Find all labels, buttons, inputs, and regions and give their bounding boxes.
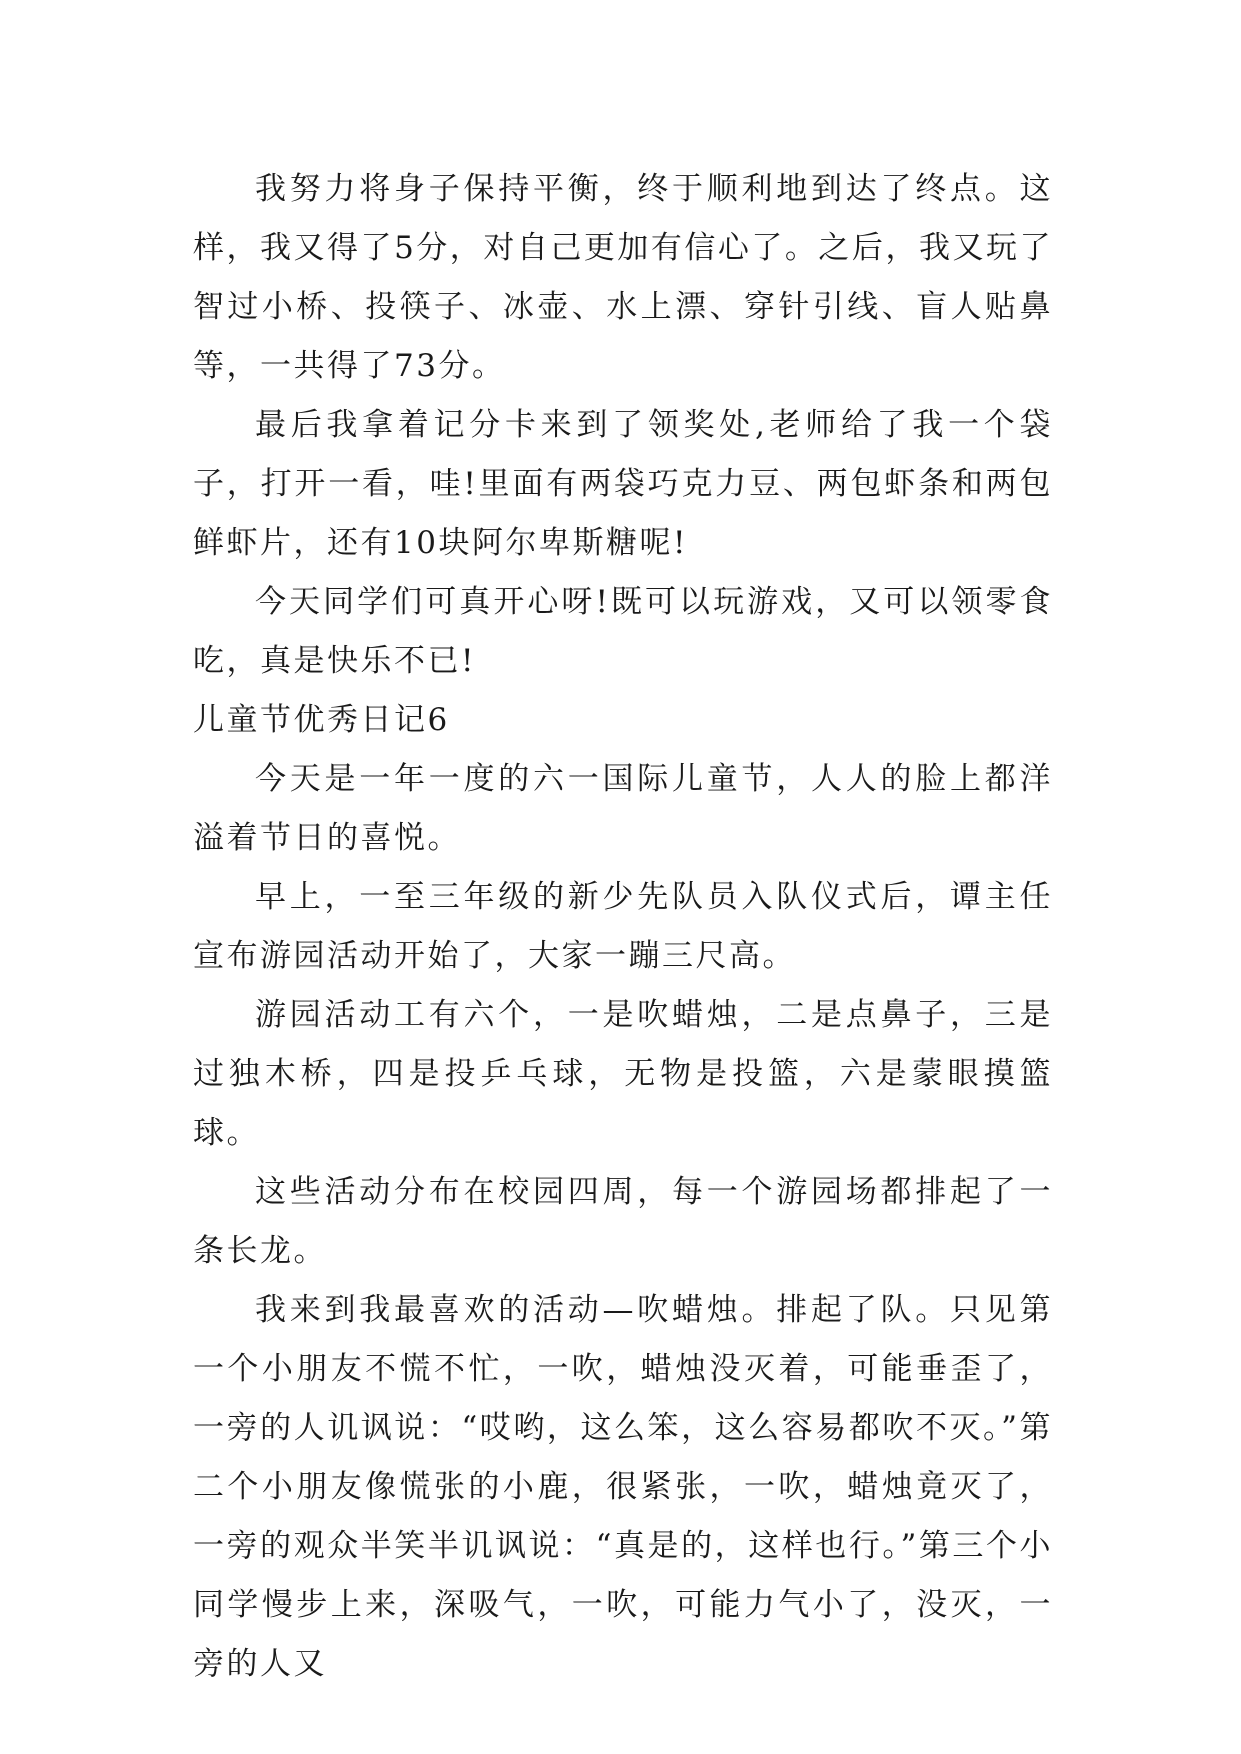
- paragraph-balance-finish: 我努力将身子保持平衡，终于顺利地到达了终点。这样，我又得了5分，对自己更加有信心了。之后，我又玩了智过小桥、投筷子、冰壶、水上漂、穿针引线、盲人贴鼻等，一共得了73分。: [193, 171, 1053, 384]
- paragraph-activities: 游园活动工有六个，一是吹蜡烛，二是点鼻子，三是过独木桥，四是投乒乓球，无物是投篮，六是蒙眼摸篮球。: [193, 997, 1053, 1151]
- paragraph-queues: 这些活动分布在校园四周，每一个游园场都排起了一条长龙。: [193, 1174, 1053, 1269]
- paragraph-intro: 今天是一年一度的六一国际儿童节，人人的脸上都洋溢着节日的喜悦。: [193, 761, 1053, 856]
- document-body: [193, 160, 1053, 1694]
- paragraph-candles: 我来到我最喜欢的活动—吹蜡烛。排起了队。只见第一个小朋友不慌不忙，一吹，蜡烛没灭着，可能垂歪了，一旁的人讥讽说：“哎哟，这么笨，这么容易都吹不灭。”第二个小朋友像慌张的小鹿，很紧张，一吹，蜡烛竟灭了，一旁的观众半笑半讥讽说：“真是的，这样也行。”第三个小同学慢步上来，深吸气，一吹，可能力气小了，没灭，一旁的人又: [193, 1292, 1053, 1682]
- paragraph-prize: 最后我拿着记分卡来到了领奖处,老师给了我一个袋子，打开一看，哇!里面有两袋巧克力豆、两包虾条和两包鲜虾片，还有10块阿尔卑斯糖呢!: [193, 407, 1053, 561]
- section-heading: 儿童节优秀日记6: [193, 702, 450, 738]
- paragraph-happy: 今天同学们可真开心呀!既可以玩游戏，又可以领零食吃，真是快乐不已!: [193, 584, 1053, 679]
- paragraph-morning: 早上，一至三年级的新少先队员入队仪式后，谭主任宣布游园活动开始了，大家一蹦三尺高。: [193, 879, 1053, 974]
